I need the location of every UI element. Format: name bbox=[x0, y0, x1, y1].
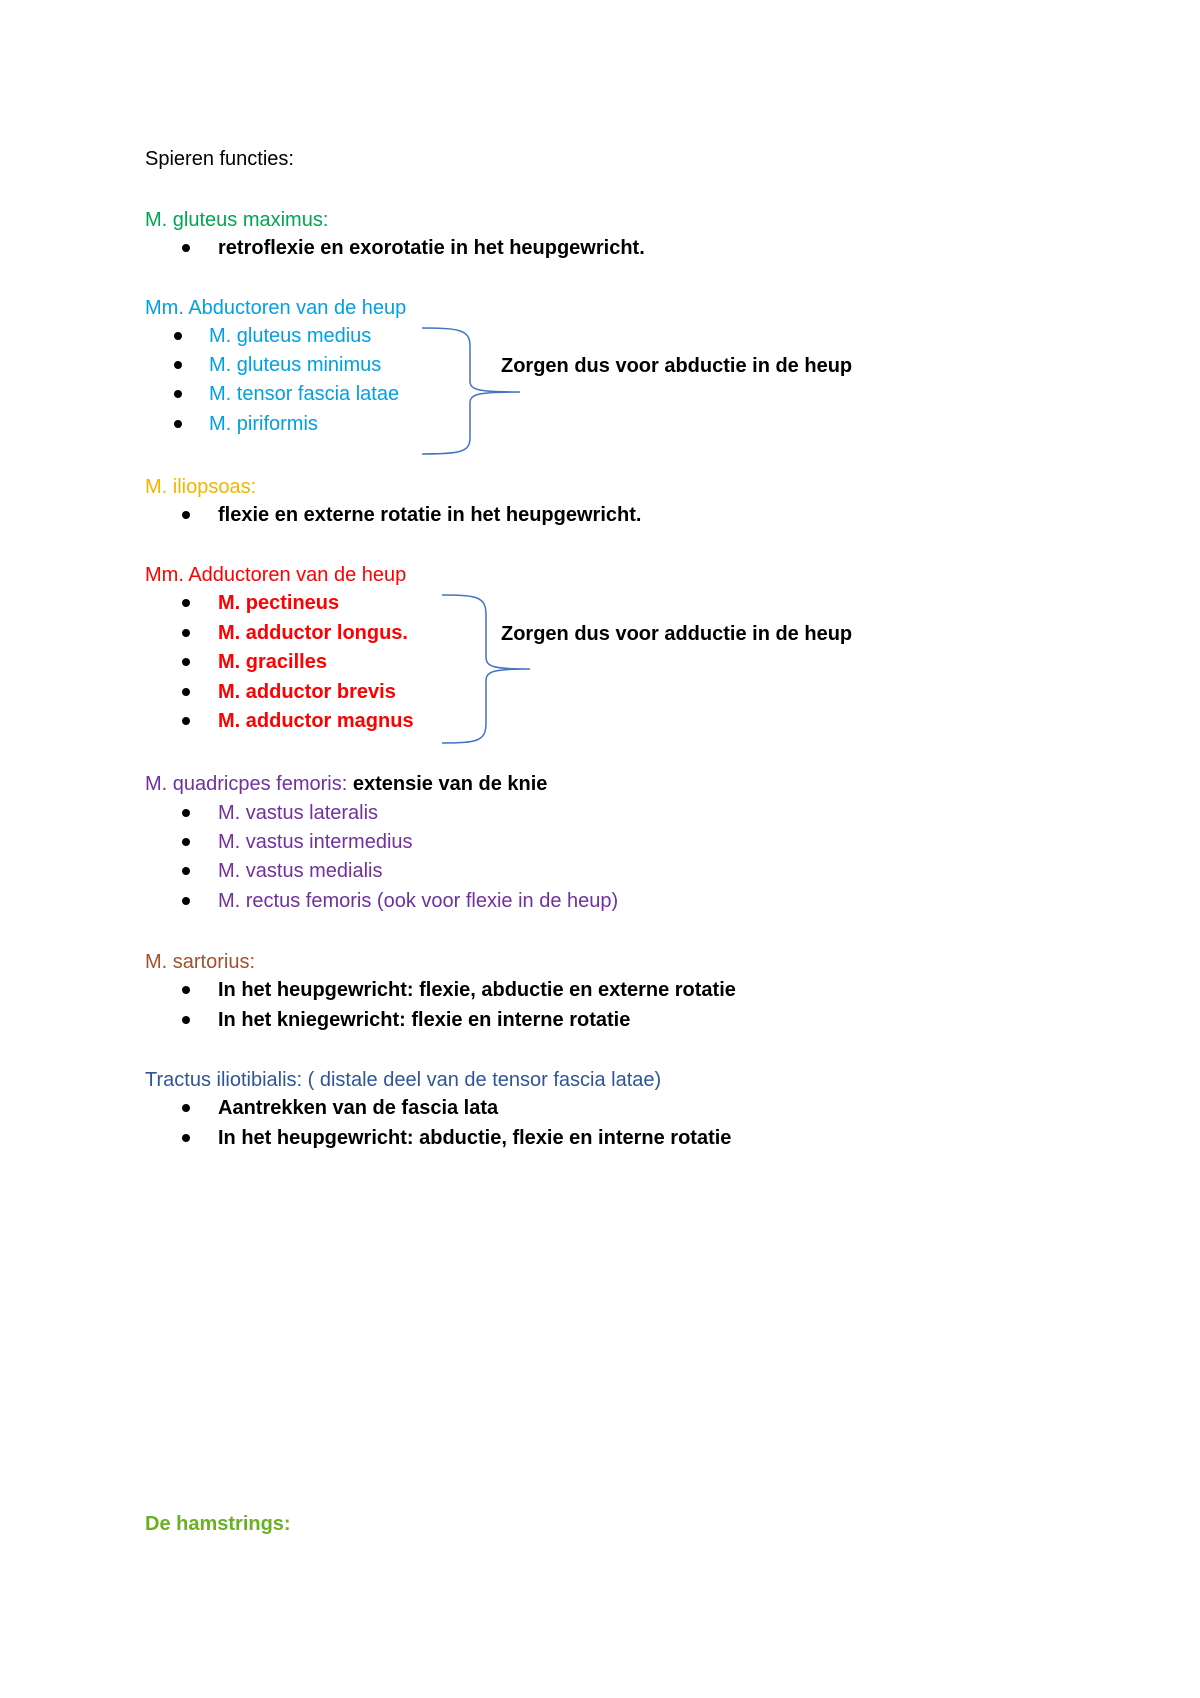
bullet-icon bbox=[182, 629, 190, 637]
bullet-icon bbox=[182, 717, 190, 725]
bullet-icon bbox=[182, 986, 190, 994]
section-heading: Tractus iliotibialis: ( distale deel van de tensor fascia latae) bbox=[145, 1069, 662, 1091]
list-item: Aantrekken van de fascia lata bbox=[218, 1097, 499, 1119]
list-item: In het heupgewricht: abductie, flexie en interne rotatie bbox=[218, 1127, 732, 1149]
bullet-icon bbox=[182, 1134, 190, 1142]
list-item: In het heupgewricht: flexie, abductie en externe rotatie bbox=[218, 979, 736, 1001]
section-heading: M. quadricpes femoris: bbox=[145, 773, 348, 795]
list-item: M. tensor fascia latae bbox=[209, 383, 400, 405]
bullet-icon bbox=[174, 361, 182, 369]
list-item: M. vastus lateralis bbox=[218, 802, 379, 824]
bullet-icon bbox=[182, 809, 190, 817]
bullet-icon bbox=[182, 658, 190, 666]
bullet-icon bbox=[182, 1016, 190, 1024]
list-item: In het kniegewricht: flexie en interne rotatie bbox=[218, 1009, 631, 1031]
list-item: M. gracilles bbox=[218, 651, 327, 673]
bullet-icon bbox=[182, 511, 190, 519]
bullet-icon bbox=[182, 1104, 190, 1112]
section-heading: M. sartorius: bbox=[145, 951, 256, 973]
section-function: extensie van de knie bbox=[352, 773, 548, 795]
section-heading: Mm. Adductoren van de heup bbox=[145, 564, 407, 586]
list-item: M. vastus intermedius bbox=[218, 831, 413, 853]
bullet-icon bbox=[182, 867, 190, 875]
list-item: M. rectus femoris (ook voor flexie in de heup) bbox=[218, 890, 619, 912]
list-item: M. adductor longus. bbox=[218, 622, 408, 644]
bullet-icon bbox=[174, 390, 182, 398]
curly-brace-icon bbox=[440, 593, 530, 745]
list-item: M. adductor magnus bbox=[218, 710, 414, 732]
list-item: M. pectineus bbox=[218, 592, 340, 614]
bullet-icon bbox=[182, 244, 190, 252]
list-item: flexie en externe rotatie in het heupgewricht. bbox=[218, 504, 642, 526]
list-item: M. gluteus minimus bbox=[209, 354, 382, 376]
list-item: retroflexie en exorotatie in het heupgewricht. bbox=[218, 237, 645, 259]
brace-note: Zorgen dus voor abductie in de heup bbox=[501, 355, 853, 377]
curly-brace-icon bbox=[420, 326, 520, 456]
page-title: Spieren functies: bbox=[145, 148, 294, 170]
list-item: M. piriformis bbox=[209, 413, 318, 435]
bullet-icon bbox=[174, 332, 182, 340]
section-heading-row bbox=[145, 772, 547, 796]
bullet-icon bbox=[174, 420, 182, 428]
bullet-icon bbox=[182, 688, 190, 696]
bullet-icon bbox=[182, 897, 190, 905]
bullet-icon bbox=[182, 599, 190, 607]
section-heading: M. iliopsoas: bbox=[145, 476, 257, 498]
list-item: M. adductor brevis bbox=[218, 681, 396, 703]
section-heading: De hamstrings: bbox=[145, 1513, 291, 1535]
bullet-icon bbox=[182, 838, 190, 846]
section-heading: Mm. Abductoren van de heup bbox=[145, 297, 407, 319]
list-item: M. gluteus medius bbox=[209, 325, 372, 347]
brace-note: Zorgen dus voor adductie in de heup bbox=[501, 623, 853, 645]
list-item: M. vastus medialis bbox=[218, 860, 383, 882]
section-heading: M. gluteus maximus: bbox=[145, 209, 329, 231]
